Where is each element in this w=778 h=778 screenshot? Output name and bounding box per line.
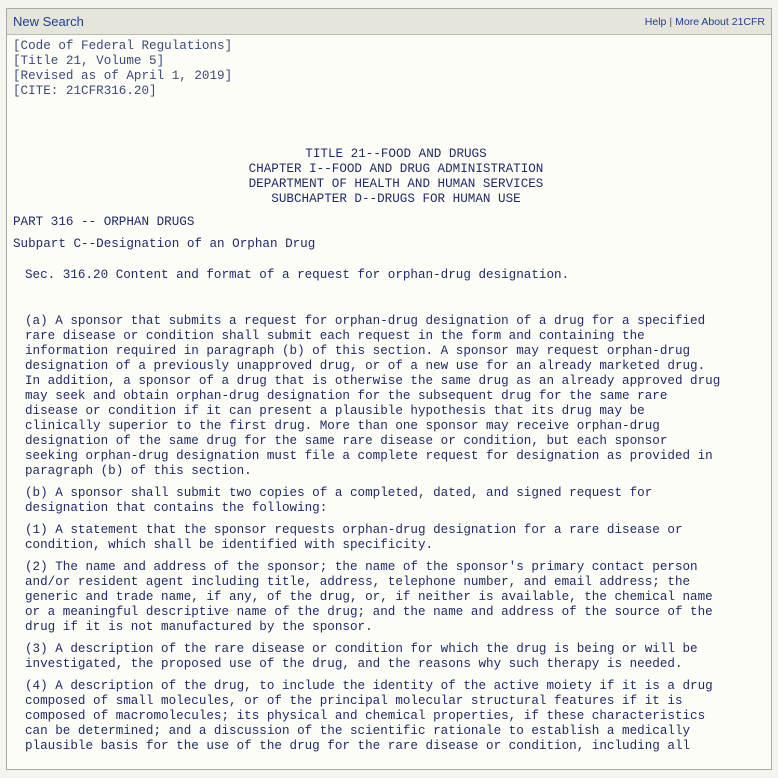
- subpart-heading: Subpart C--Designation of an Orphan Drug: [13, 237, 316, 251]
- department-heading: DEPARTMENT OF HEALTH AND HUMAN SERVICES: [248, 177, 544, 191]
- citation-line: [Code of Federal Regulations]: [13, 39, 233, 53]
- citation-line: [Revised as of April 1, 2019]: [13, 69, 233, 83]
- more-about-21cfr-link[interactable]: More About 21CFR: [675, 15, 765, 28]
- top-navigation-bar: [7, 9, 771, 35]
- part-heading: PART 316 -- ORPHAN DRUGS: [13, 215, 195, 229]
- top-links: [645, 16, 765, 28]
- citation-line: [CITE: 21CFR316.20]: [13, 84, 157, 98]
- document-frame: [6, 8, 772, 770]
- link-separator: |: [669, 15, 673, 28]
- title-headings: [13, 147, 771, 207]
- paragraph-b3: (3) A description of the rare disease or condition for which the drug is being or will be investigated, the proposed use of the drug, and the reasons why such therapy is needed.: [25, 642, 698, 671]
- citation-line: [Title 21, Volume 5]: [13, 54, 165, 68]
- help-link[interactable]: Help: [644, 15, 667, 28]
- chapter-heading: CHAPTER I--FOOD AND DRUG ADMINISTRATION: [248, 162, 544, 176]
- paragraph-b4: (4) A description of the drug, to include the identity of the active moiety if it is a drug composed of small molecules, or of the principal molecular structural features if it is composed of macromolecules; its physical and chemical properties, if these characteristics can be determined; and a discussion of the scientific rationale to establish a medically plausible basis for the use of the drug for the rare disease or condition, including all: [25, 679, 713, 753]
- new-search-link[interactable]: New Search: [13, 14, 84, 29]
- subchapter-heading: SUBCHAPTER D--DRUGS FOR HUMAN USE: [271, 192, 521, 206]
- paragraph-b2: (2) The name and address of the sponsor; the name of the sponsor's primary contact person and/or resident agent including title, address, telephone number, and email address; the generic and trade name, if any, of the drug, or, if neither is available, the chemical name or a meaningful descriptive name of the drug; and the name and address of the source of the drug if it is not manufactured by the sponsor.: [25, 560, 713, 634]
- paragraph-a: (a) A sponsor that submits a request for orphan-drug designation of a drug for a specified rare disease or condition shall submit each request in the form and containing the information required in paragraph (b) of this section. A sponsor may request orphan-drug designation of a previously unapproved drug, or of a new use for an already marketed drug. In addition, a sponsor of a drug that is otherwise the same drug as an already approved drug may seek and obtain orphan-drug designation for the subsequent drug for the same rare disease or condition if it can present a plausible hypothesis that its drug may be clinically superior to the first drug. More than one sponsor may receive orphan-drug designation of the same drug for the same rare disease or condition, but each sponsor seeking orphan-drug designation must file a complete request for designation as provided in paragraph (b) of this section.: [25, 314, 721, 478]
- citation-block: [13, 39, 771, 99]
- paragraph-b1: (1) A statement that the sponsor requests orphan-drug designation for a rare disease or condition, which shall be identified with specificity.: [25, 523, 683, 552]
- regulation-text: [7, 35, 771, 754]
- section-heading: Sec. 316.20 Content and format of a request for orphan-drug designation.: [25, 268, 570, 282]
- title-heading: TITLE 21--FOOD AND DRUGS: [305, 147, 487, 161]
- paragraph-b: (b) A sponsor shall submit two copies of a completed, dated, and signed request for designation that contains the following:: [25, 486, 653, 515]
